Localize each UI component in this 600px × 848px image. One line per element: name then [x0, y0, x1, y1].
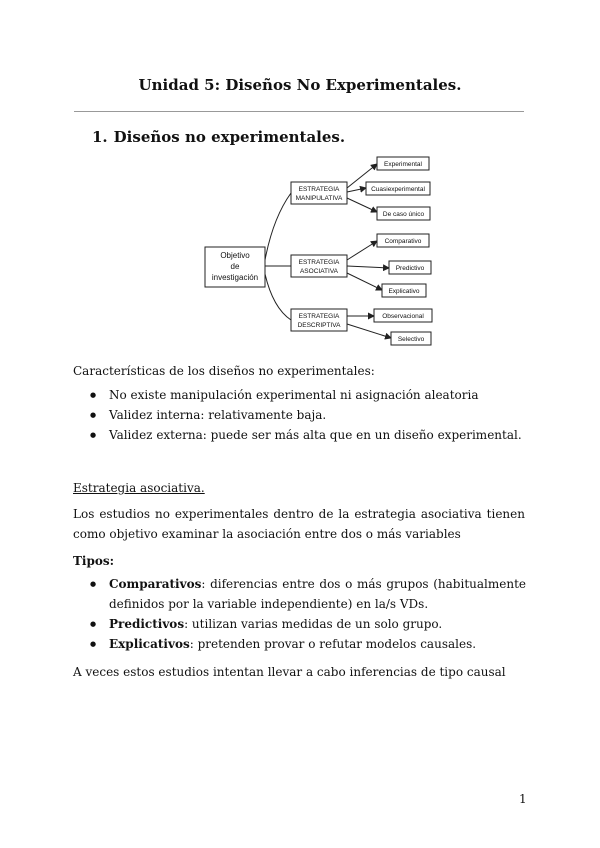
- list-item: [90, 614, 526, 634]
- leaf-predictivo: Predictivo: [395, 265, 425, 272]
- closing-sentence: A veces estos estudios intentan llevar a cabo inferencias de tipo causal: [73, 665, 506, 679]
- arrow-to-cuasiexperimental: [347, 188, 366, 192]
- list-item: ● Validez interna: relativamente baja.: [90, 405, 522, 425]
- edge-root-descriptiva: [265, 274, 291, 320]
- leaf-de-caso-unico: De caso único: [382, 211, 425, 218]
- leaf-cuasiexperimental: Cuasiexperimental: [371, 186, 425, 193]
- characteristics-list: [90, 385, 522, 445]
- arrow-to-selectivo: [347, 324, 391, 338]
- arrow-to-de-caso-unico: [347, 198, 377, 212]
- strategy-asociativa-line1: ESTRATEGIA: [298, 259, 340, 266]
- section-number: 1.: [92, 128, 108, 146]
- root-node-line2: de: [230, 262, 240, 271]
- strategy-manipulativa-line2: MANIPULATIVA: [295, 195, 343, 202]
- leaf-observacional: Observacional: [382, 313, 424, 320]
- header-divider: [74, 111, 524, 112]
- list-item: ● No existe manipulación experimental ni asignación aleatoria: [90, 385, 522, 405]
- type-term: Explicativos: [109, 637, 190, 651]
- type-desc: : pretenden provar o refutar modelos causales.: [189, 637, 477, 651]
- characteristics-intro: Características de los diseños no experimentales:: [73, 364, 375, 378]
- arrow-to-comparativo: [347, 241, 377, 260]
- arrow-to-explicativo: [347, 273, 382, 290]
- associative-paragraph: Los estudios no experimentales dentro de la estrategia asociativa tienen como objetivo examinar la asociación entre dos o más variables: [73, 507, 525, 541]
- strategy-descriptiva-line2: DESCRIPTIVA: [297, 322, 341, 329]
- list-item: ● Validez externa: puede ser más alta que en un diseño experimental.: [90, 425, 522, 445]
- strategy-descriptiva-line1: ESTRATEGIA: [298, 313, 340, 320]
- leaf-experimental: Experimental: [384, 161, 422, 168]
- page-number: 1: [519, 792, 527, 806]
- research-strategy-diagram: [195, 148, 465, 348]
- leaf-comparativo: Comparativo: [384, 238, 422, 245]
- arrow-to-predictivo: [347, 266, 389, 268]
- associative-heading: Estrategia asociativa.: [73, 481, 205, 495]
- unit-title: Unidad 5: Diseños No Experimentales.: [138, 76, 462, 94]
- strategy-manipulativa-line1: ESTRATEGIA: [298, 186, 340, 193]
- strategy-asociativa-line2: ASOCIATIVA: [299, 268, 339, 275]
- root-node-line3: investigación: [211, 273, 259, 282]
- section-title: [92, 128, 345, 146]
- list-item: [90, 634, 526, 654]
- list-item: [90, 574, 526, 614]
- types-label: Tipos:: [73, 554, 115, 568]
- edge-root-manipulativa: [265, 193, 291, 260]
- type-desc: : diferencias entre dos o más grupos (habitualmente definidos por la variable independiente) en la/s VDs.: [109, 577, 526, 611]
- type-term: Predictivos: [109, 617, 185, 631]
- leaf-explicativo: Explicativo: [388, 288, 420, 295]
- types-list: [90, 574, 526, 654]
- type-term: Comparativos: [109, 577, 202, 591]
- root-node-line1: Objetivo: [220, 251, 250, 260]
- leaf-selectivo: Selectivo: [397, 336, 425, 343]
- section-title-text: Diseños no experimentales.: [113, 128, 346, 146]
- type-desc: : utilizan varias medidas de un solo grupo.: [184, 617, 443, 631]
